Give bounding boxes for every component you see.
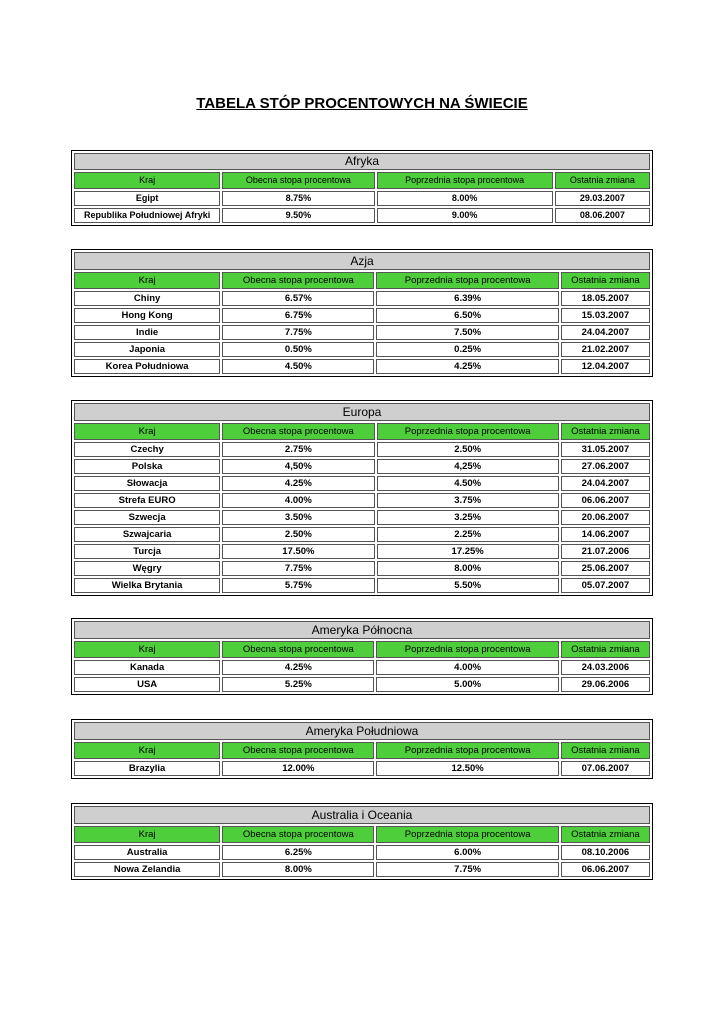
table-row — [74, 578, 650, 593]
page-title: TABELA STÓP PROCENTOWYCH NA ŚWIECIE — [196, 95, 528, 112]
current-rate-cell: 4.25% — [222, 660, 374, 675]
previous-rate-cell: 3.25% — [377, 510, 559, 525]
country-cell: Egipt — [74, 191, 220, 206]
last-change-cell: 14.06.2007 — [561, 527, 650, 542]
country-cell: Czechy — [74, 442, 220, 457]
country-cell: Brazylia — [74, 761, 220, 776]
column-header: Kraj — [74, 641, 220, 658]
table-row — [74, 510, 650, 525]
current-rate-cell: 6.75% — [222, 308, 374, 323]
region-title: Azja — [74, 252, 650, 270]
previous-rate-cell: 0.25% — [376, 342, 558, 357]
column-header-row — [74, 641, 650, 658]
table-row — [74, 359, 650, 374]
region-table-ameryka-poludniowa — [71, 719, 653, 779]
country-cell: Turcja — [74, 544, 220, 559]
column-header: Obecna stopa procentowa — [222, 742, 374, 759]
region-title: Ameryka Południowa — [74, 722, 650, 740]
column-header: Poprzednia stopa procentowa — [377, 423, 559, 440]
country-cell: Australia — [74, 845, 220, 860]
previous-rate-cell: 7.75% — [376, 862, 558, 877]
column-header: Poprzednia stopa procentowa — [376, 742, 558, 759]
column-header-row — [74, 423, 650, 440]
column-header: Ostatnia zmiana — [561, 641, 650, 658]
table-row — [74, 845, 650, 860]
previous-rate-cell: 6.00% — [376, 845, 558, 860]
table-row — [74, 308, 650, 323]
previous-rate-cell: 12.50% — [376, 761, 558, 776]
country-cell: Wielka Brytania — [74, 578, 220, 593]
last-change-cell: 21.02.2007 — [561, 342, 650, 357]
last-change-cell: 24.04.2007 — [561, 325, 650, 340]
previous-rate-cell: 4.00% — [376, 660, 558, 675]
current-rate-cell: 3.50% — [222, 510, 374, 525]
country-cell: Kanada — [74, 660, 220, 675]
last-change-cell: 15.03.2007 — [561, 308, 650, 323]
country-cell: Chiny — [74, 291, 220, 306]
previous-rate-cell: 2.50% — [377, 442, 559, 457]
country-cell: Korea Południowa — [74, 359, 220, 374]
last-change-cell: 05.07.2007 — [561, 578, 650, 593]
region-title: Ameryka Północna — [74, 621, 650, 639]
column-header: Ostatnia zmiana — [561, 742, 650, 759]
column-header: Ostatnia zmiana — [561, 423, 650, 440]
region-title: Europa — [74, 403, 650, 421]
column-header: Kraj — [74, 742, 220, 759]
column-header-row — [74, 742, 650, 759]
previous-rate-cell: 6.50% — [376, 308, 558, 323]
country-cell: Japonia — [74, 342, 220, 357]
current-rate-cell: 7.75% — [222, 325, 374, 340]
previous-rate-cell: 3.75% — [377, 493, 559, 508]
current-rate-cell: 0.50% — [222, 342, 374, 357]
current-rate-cell: 2.75% — [222, 442, 374, 457]
column-header: Ostatnia zmiana — [561, 272, 650, 289]
last-change-cell: 24.03.2006 — [561, 660, 650, 675]
last-change-cell: 06.06.2007 — [561, 493, 650, 508]
current-rate-cell: 12.00% — [222, 761, 374, 776]
table-row — [74, 493, 650, 508]
region-table-europa — [71, 400, 653, 596]
country-cell: Republika Południowej Afryki — [74, 208, 220, 223]
previous-rate-cell: 2.25% — [377, 527, 559, 542]
table-row — [74, 459, 650, 474]
previous-rate-cell: 5.50% — [377, 578, 559, 593]
current-rate-cell: 7.75% — [222, 561, 374, 576]
last-change-cell: 27.06.2007 — [561, 459, 650, 474]
last-change-cell: 08.10.2006 — [561, 845, 650, 860]
column-header: Kraj — [74, 826, 220, 843]
country-cell: Strefa EURO — [74, 493, 220, 508]
table-row — [74, 442, 650, 457]
table-row — [74, 761, 650, 776]
last-change-cell: 29.03.2007 — [555, 191, 650, 206]
column-header: Kraj — [74, 423, 220, 440]
column-header: Obecna stopa procentowa — [222, 423, 374, 440]
table-row — [74, 342, 650, 357]
previous-rate-cell: 4.50% — [377, 476, 559, 491]
previous-rate-cell: 5.00% — [376, 677, 558, 692]
current-rate-cell: 2.50% — [222, 527, 374, 542]
country-cell: Hong Kong — [74, 308, 220, 323]
region-table-australia-i-oceania — [71, 803, 653, 880]
current-rate-cell: 4.50% — [222, 359, 374, 374]
previous-rate-cell: 4.25% — [376, 359, 558, 374]
previous-rate-cell: 17.25% — [377, 544, 559, 559]
region-title: Australia i Oceania — [74, 806, 650, 824]
country-cell: Szwajcaria — [74, 527, 220, 542]
last-change-cell: 18.05.2007 — [561, 291, 650, 306]
previous-rate-cell: 7.50% — [376, 325, 558, 340]
table-row — [74, 862, 650, 877]
last-change-cell: 25.06.2007 — [561, 561, 650, 576]
column-header: Kraj — [74, 272, 220, 289]
column-header: Poprzednia stopa procentowa — [376, 641, 558, 658]
column-header: Kraj — [74, 172, 220, 189]
previous-rate-cell: 8.00% — [377, 191, 553, 206]
current-rate-cell: 17.50% — [222, 544, 374, 559]
table-row — [74, 527, 650, 542]
last-change-cell: 06.06.2007 — [561, 862, 650, 877]
current-rate-cell: 5.25% — [222, 677, 374, 692]
last-change-cell: 07.06.2007 — [561, 761, 650, 776]
last-change-cell: 12.04.2007 — [561, 359, 650, 374]
column-header-row — [74, 272, 650, 289]
current-rate-cell: 8.00% — [222, 862, 374, 877]
current-rate-cell: 6.57% — [222, 291, 374, 306]
table-row — [74, 660, 650, 675]
previous-rate-cell: 9.00% — [377, 208, 553, 223]
column-header: Poprzednia stopa procentowa — [377, 172, 553, 189]
column-header: Ostatnia zmiana — [561, 826, 650, 843]
table-row — [74, 191, 650, 206]
region-table-afryka — [71, 150, 653, 226]
current-rate-cell: 8.75% — [222, 191, 374, 206]
country-cell: USA — [74, 677, 220, 692]
last-change-cell: 20.06.2007 — [561, 510, 650, 525]
country-cell: Szwecja — [74, 510, 220, 525]
last-change-cell: 29.06.2006 — [561, 677, 650, 692]
previous-rate-cell: 4,25% — [377, 459, 559, 474]
current-rate-cell: 6.25% — [222, 845, 374, 860]
country-cell: Indie — [74, 325, 220, 340]
table-row — [74, 291, 650, 306]
current-rate-cell: 4.25% — [222, 476, 374, 491]
country-cell: Węgry — [74, 561, 220, 576]
current-rate-cell: 4,50% — [222, 459, 374, 474]
table-row — [74, 476, 650, 491]
column-header-row — [74, 826, 650, 843]
current-rate-cell: 9.50% — [222, 208, 374, 223]
table-row — [74, 544, 650, 559]
column-header-row — [74, 172, 650, 189]
column-header: Poprzednia stopa procentowa — [376, 272, 558, 289]
column-header: Obecna stopa procentowa — [222, 172, 374, 189]
last-change-cell: 31.05.2007 — [561, 442, 650, 457]
previous-rate-cell: 6.39% — [376, 291, 558, 306]
country-cell: Słowacja — [74, 476, 220, 491]
last-change-cell: 08.06.2007 — [555, 208, 650, 223]
table-row — [74, 677, 650, 692]
column-header: Poprzednia stopa procentowa — [376, 826, 558, 843]
table-row — [74, 561, 650, 576]
table-row — [74, 325, 650, 340]
last-change-cell: 21.07.2006 — [561, 544, 650, 559]
column-header: Obecna stopa procentowa — [222, 272, 374, 289]
column-header: Obecna stopa procentowa — [222, 641, 374, 658]
last-change-cell: 24.04.2007 — [561, 476, 650, 491]
table-row — [74, 208, 650, 223]
column-header: Obecna stopa procentowa — [222, 826, 374, 843]
previous-rate-cell: 8.00% — [377, 561, 559, 576]
column-header: Ostatnia zmiana — [555, 172, 650, 189]
region-table-azja — [71, 249, 653, 377]
current-rate-cell: 5.75% — [222, 578, 374, 593]
country-cell: Polska — [74, 459, 220, 474]
current-rate-cell: 4.00% — [222, 493, 374, 508]
country-cell: Nowa Zelandia — [74, 862, 220, 877]
region-title: Afryka — [74, 153, 650, 170]
region-table-ameryka-polnocna — [71, 618, 653, 695]
